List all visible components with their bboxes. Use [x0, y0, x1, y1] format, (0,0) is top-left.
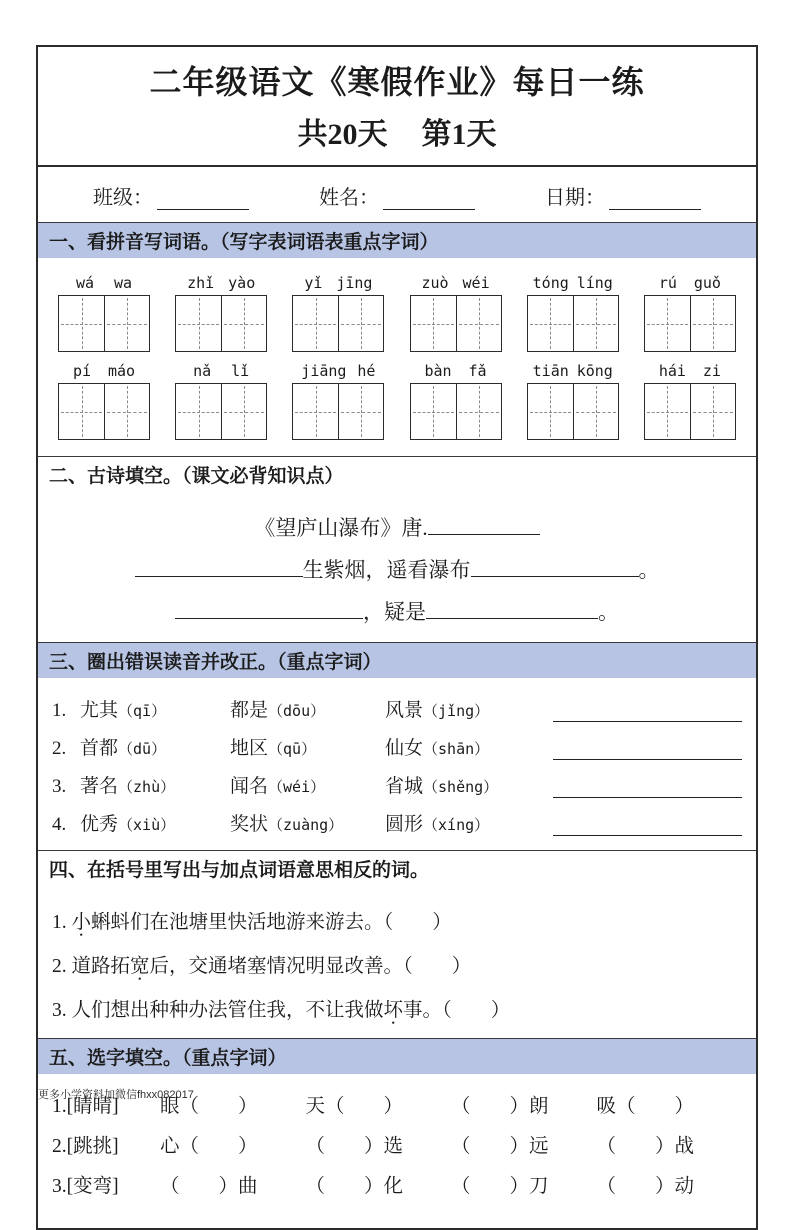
page-title: 二年级语文《寒假作业》每日一练 [149, 64, 645, 100]
pronunciation-row: 1. 尤其（qī） 都是（dōu） 风景（jǐng） [52, 695, 742, 722]
pinyin-label: nǎ lǐ [193, 362, 250, 380]
grid-cell[interactable] [176, 384, 221, 439]
fill-blank-group[interactable]: （ ）朗 [451, 1096, 549, 1117]
pinyin-label: tóng líng [532, 274, 613, 292]
antonym-sentence: 2. 道路拓宽后，交通堵塞情况明显改善。（ ） [52, 950, 742, 978]
date-blank[interactable] [609, 188, 701, 210]
answer-paren[interactable]: （ ） [383, 912, 452, 933]
grid-cell[interactable] [528, 384, 573, 439]
fill-blank-group[interactable]: 心（ ） [160, 1136, 258, 1157]
worksheet [36, 45, 758, 1230]
class-field [93, 181, 249, 210]
writing-grid[interactable] [292, 383, 384, 440]
writing-grid[interactable] [527, 295, 619, 352]
grid-cell[interactable] [221, 296, 266, 351]
writing-grid[interactable] [644, 383, 736, 440]
choose-character-row: 3.[变弯] （ ）曲 （ ）化 （ ）刀 （ ）动 [52, 1170, 742, 1198]
pinyin-word-pair [56, 362, 152, 440]
page-subtitle [38, 109, 756, 153]
pronunciation-row: 4. 优秀（xiù） 奖状（zuàng） 圆形（xíng） [52, 809, 742, 836]
writing-grid[interactable] [58, 295, 150, 352]
grid-cell[interactable] [293, 296, 338, 351]
fill-blank-group[interactable]: （ ）动 [596, 1176, 695, 1197]
writing-grid[interactable] [527, 383, 619, 440]
correction-blank[interactable] [553, 778, 742, 798]
writing-grid[interactable] [58, 383, 150, 440]
poem-line: ，疑是 。 [58, 596, 736, 626]
antonym-sentence: 3. 人们想出种种办法管住我，不让我做坏事。（ ） [52, 994, 742, 1022]
section3-body [38, 678, 756, 850]
choose-character-row: 2.[跳挑] 心（ ） （ ）选 （ ）远 （ ）战 [52, 1130, 742, 1158]
poem-blank[interactable] [471, 555, 639, 577]
pinyin-word-pair [290, 274, 386, 352]
poem-title: 《望庐山瀑布》唐. [254, 516, 428, 540]
grid-cell[interactable] [104, 296, 149, 351]
grid-cell[interactable] [411, 384, 456, 439]
choose-character-row: 1.[睛晴] 眼（ ） 天（ ） （ ）朗 吸（ ） [52, 1090, 742, 1118]
section1-body [38, 258, 756, 456]
antonym-sentence: 1. 小蝌蚪们在池塘里快活地游来游去。（ ） [52, 906, 742, 934]
poem-blank[interactable] [426, 597, 598, 619]
section2-body [38, 492, 756, 642]
grid-cell[interactable] [645, 296, 690, 351]
pinyin-word-pair [408, 362, 504, 440]
writing-grid[interactable] [410, 383, 502, 440]
fill-blank-group[interactable]: 天（ ） [305, 1096, 404, 1117]
poem-blank[interactable] [175, 597, 363, 619]
pinyin-word-pair [56, 274, 152, 352]
pinyin-label: pí máo [72, 362, 136, 380]
grid-cell[interactable] [690, 296, 735, 351]
fill-blank-group[interactable]: （ ）选 [305, 1136, 404, 1157]
fill-blank-group[interactable]: 眼（ ） [160, 1096, 258, 1117]
grid-cell[interactable] [411, 296, 456, 351]
correction-blank[interactable] [553, 740, 742, 760]
pinyin-grid-row [56, 274, 738, 352]
section3-header: 三、圈出错误读音并改正。（重点字词） [38, 642, 756, 678]
pinyin-label: rú guǒ [658, 274, 721, 292]
answer-paren[interactable]: （ ） [442, 1000, 511, 1021]
grid-cell[interactable] [59, 384, 104, 439]
section5-header: 五、选字填空。（重点字词） [38, 1038, 756, 1074]
writing-grid[interactable] [410, 295, 502, 352]
name-label: 姓名： [319, 187, 379, 209]
character-options: [变弯] [66, 1176, 119, 1197]
pinyin-label: tiān kōng [532, 362, 613, 380]
grid-cell[interactable] [59, 296, 104, 351]
pinyin-label: yǐ jīng [304, 274, 373, 292]
dotted-word: 坏 [383, 1000, 404, 1021]
character-options: [跳挑] [66, 1136, 119, 1157]
correction-blank[interactable] [553, 702, 742, 722]
pinyin-label: hái zi [658, 362, 721, 380]
grid-cell[interactable] [573, 296, 618, 351]
grid-cell[interactable] [456, 296, 501, 351]
subtitle-day: 第1天 [421, 118, 497, 151]
fill-blank-group[interactable]: （ ）曲 [160, 1176, 258, 1197]
grid-cell[interactable] [221, 384, 266, 439]
grid-cell[interactable] [528, 296, 573, 351]
section1-header: 一、看拼音写词语。（写字表词语表重点字词） [38, 222, 756, 258]
poem-line [58, 512, 736, 542]
pinyin-label: bàn fǎ [424, 362, 487, 380]
pinyin-label: zuò wéi [421, 274, 490, 292]
writing-grid[interactable] [175, 383, 267, 440]
pinyin-word-pair [642, 362, 738, 440]
pinyin-word-pair [408, 274, 504, 352]
grid-cell[interactable] [456, 384, 501, 439]
fill-blank-group[interactable]: （ ）刀 [451, 1176, 549, 1197]
grid-cell[interactable] [293, 384, 338, 439]
grid-cell[interactable] [690, 384, 735, 439]
grid-cell[interactable] [573, 384, 618, 439]
pinyin-label: wá wa [75, 274, 133, 292]
pronunciation-row: 2. 首都（dū） 地区（qū） 仙女（shān） [52, 733, 742, 760]
correction-blank[interactable] [553, 816, 742, 836]
writing-grid[interactable] [644, 295, 736, 352]
subtitle-total: 共20天 [297, 118, 388, 151]
date-label: 日期： [545, 187, 605, 209]
fill-blank-group[interactable]: （ ）远 [451, 1136, 549, 1157]
poem-blank[interactable] [428, 513, 540, 535]
footer-watermark: 更多小学资料加微信fhxx082017 [38, 1089, 194, 1101]
writing-grid[interactable] [292, 295, 384, 352]
class-blank[interactable] [157, 188, 249, 210]
character-options: [睛晴] [66, 1096, 119, 1117]
grid-cell[interactable] [338, 296, 383, 351]
pinyin-word-pair [173, 274, 269, 352]
grid-cell[interactable] [104, 384, 149, 439]
student-info-row [38, 167, 756, 222]
fill-blank-group[interactable]: 吸（ ） [596, 1096, 695, 1117]
grid-cell[interactable] [645, 384, 690, 439]
section4-header: 四、在括号里写出与加点词语意思相反的词。 [38, 850, 756, 886]
dotted-word: 宽 [130, 956, 150, 977]
section2-header: 二、古诗填空。（课文必背知识点） [38, 456, 756, 492]
pronunciation-row: 3. 著名（zhù） 闻名（wéi） 省城（shěng） [52, 771, 742, 798]
answer-paren[interactable]: （ ） [403, 956, 472, 977]
title-block [38, 47, 756, 167]
dotted-word: 小 [71, 912, 92, 933]
fill-blank-group[interactable]: （ ）化 [305, 1176, 404, 1197]
date-field [545, 181, 701, 210]
name-field [319, 181, 475, 210]
writing-grid[interactable] [175, 295, 267, 352]
poem-line: 生紫烟，遥看瀑布 。 [58, 554, 736, 584]
pinyin-word-pair [525, 362, 621, 440]
pinyin-grid-row [56, 362, 738, 440]
pinyin-word-pair [290, 362, 386, 440]
pinyin-label: jiāng hé [301, 362, 376, 380]
pinyin-word-pair [173, 362, 269, 440]
name-blank[interactable] [383, 188, 475, 210]
grid-cell[interactable] [176, 296, 221, 351]
pinyin-word-pair [642, 274, 738, 352]
poem-blank[interactable] [135, 555, 303, 577]
pinyin-word-pair [525, 274, 621, 352]
section4-body [38, 886, 756, 1038]
pinyin-label: zhǐ yào [187, 274, 256, 292]
class-label: 班级： [93, 187, 153, 209]
grid-cell[interactable] [338, 384, 383, 439]
fill-blank-group[interactable]: （ ）战 [596, 1136, 695, 1157]
